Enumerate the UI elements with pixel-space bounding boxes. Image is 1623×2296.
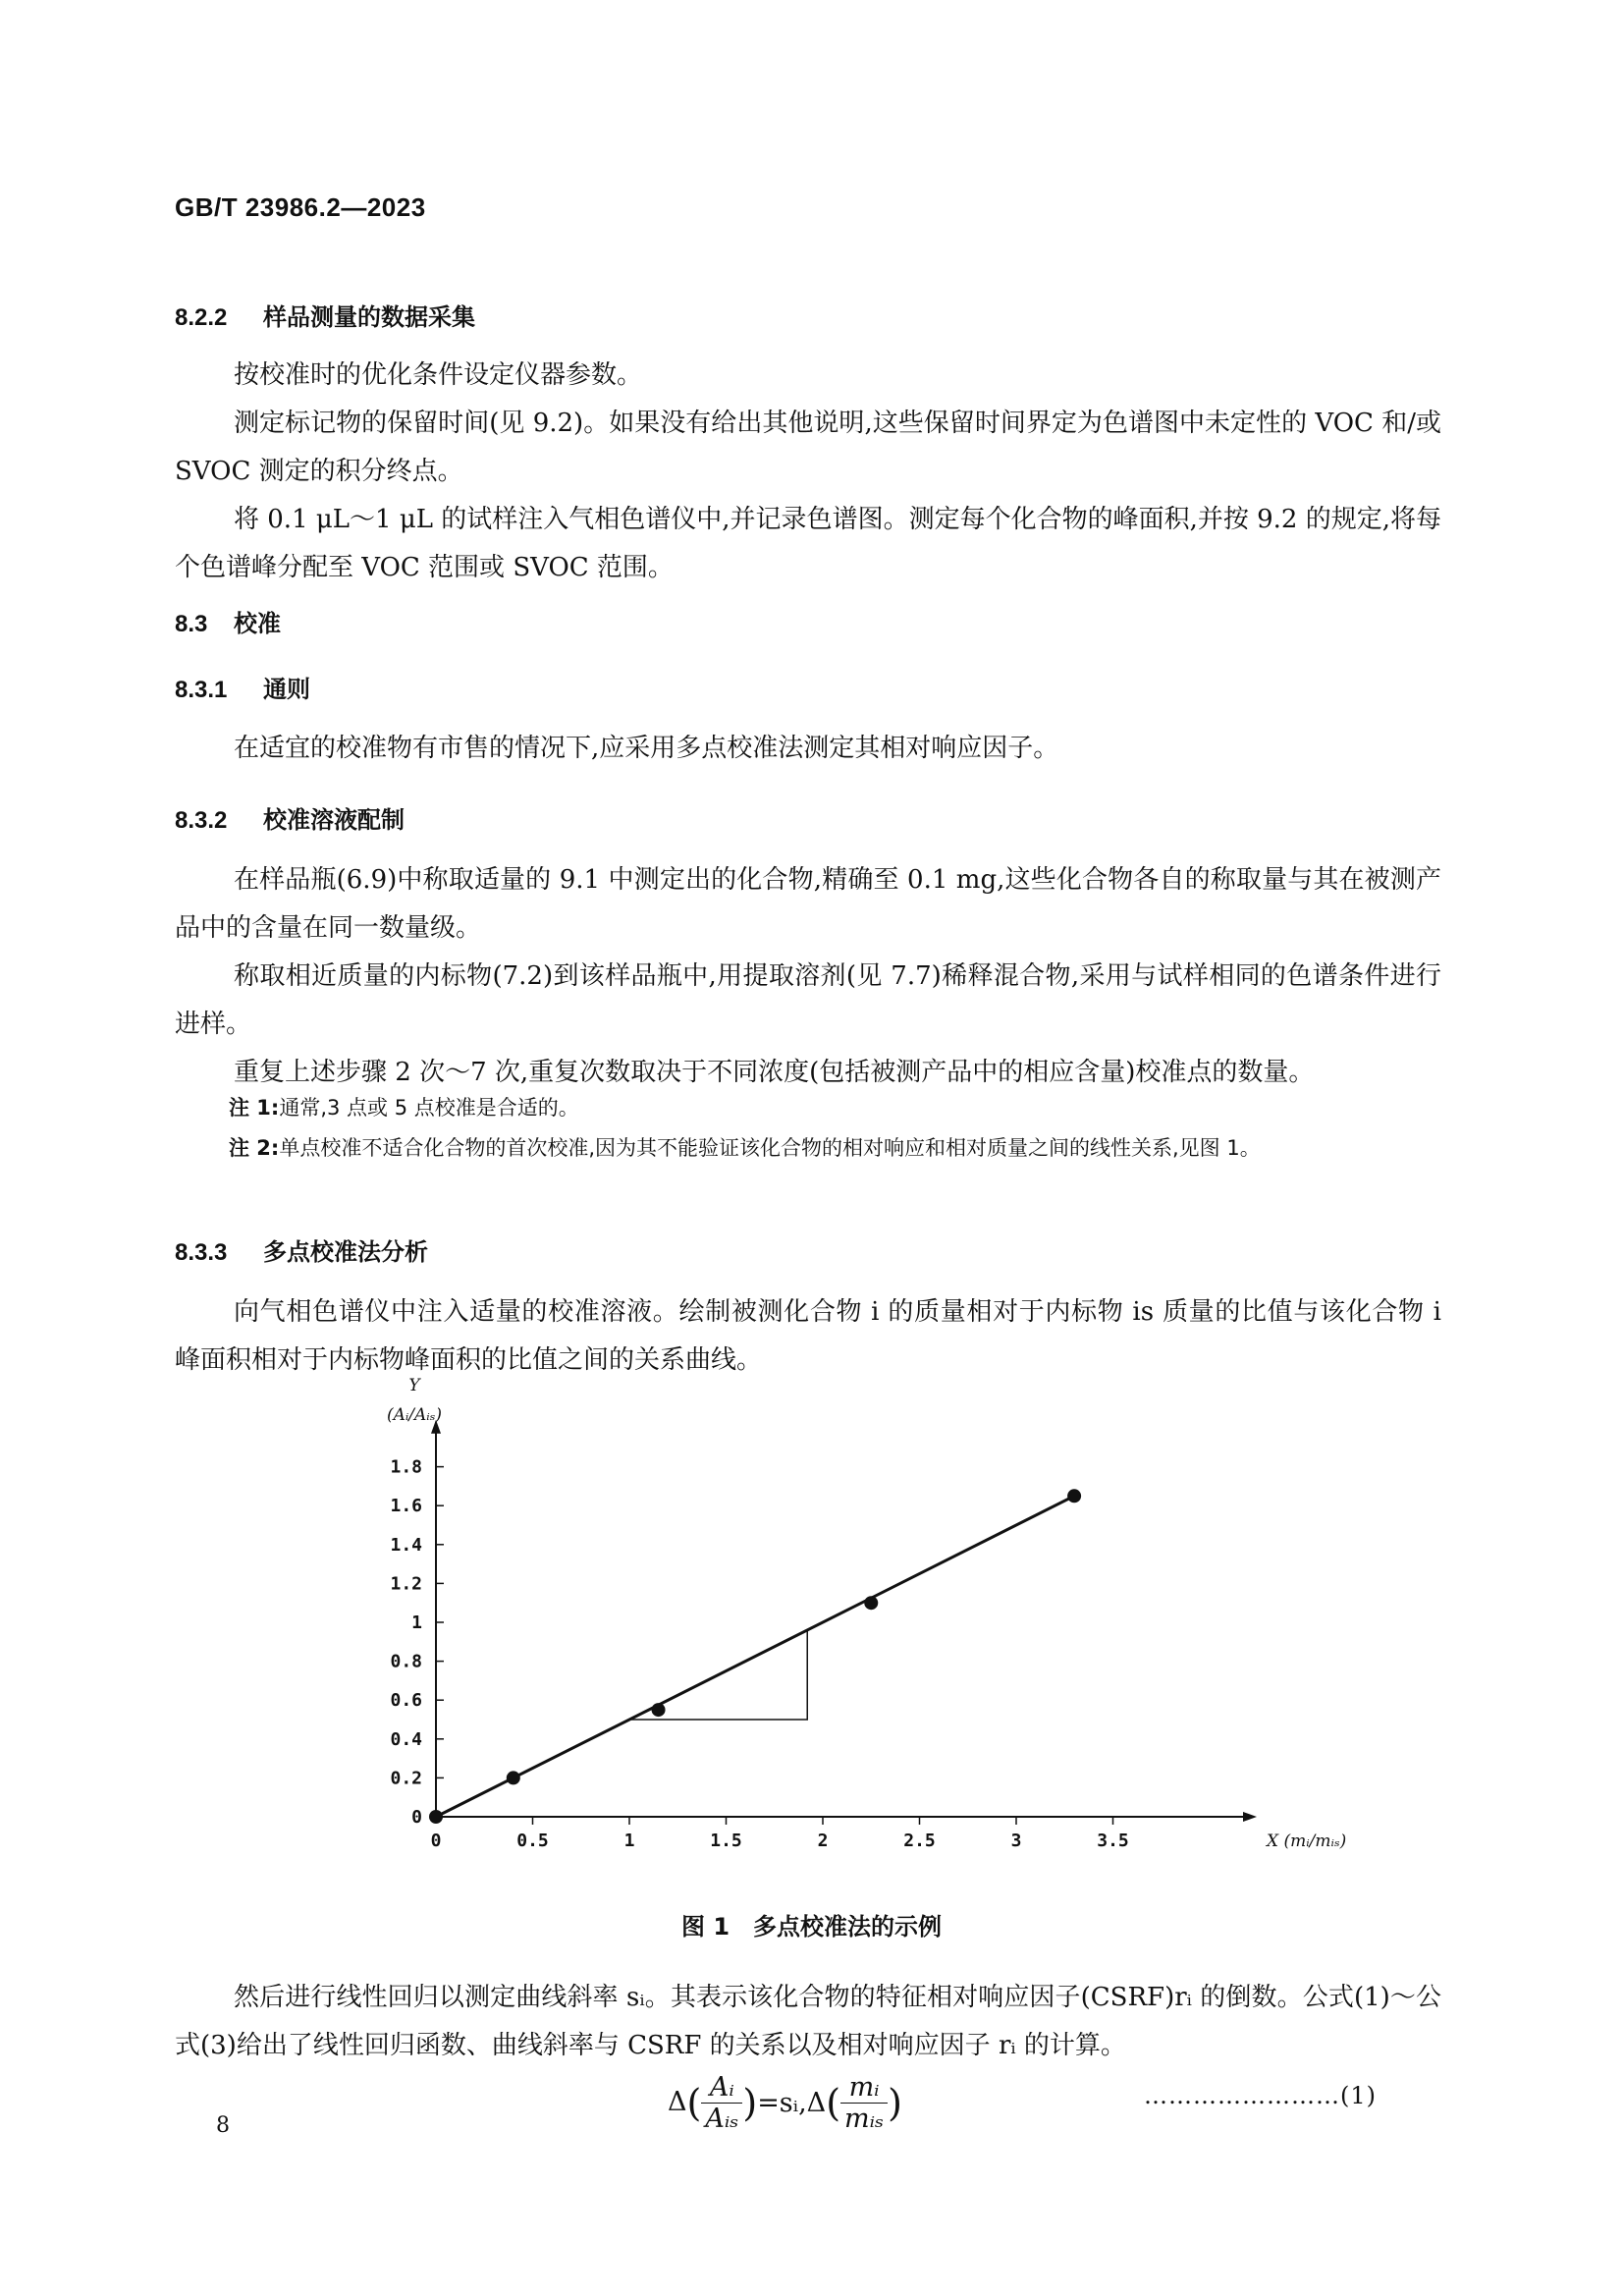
paragraph: 在样品瓶(6.9)中称取适量的 9.1 中测定出的化合物,精确至 0.1 mg,这些化合物各自的称取量与其在被测产品中的含量在同一数量级。 bbox=[175, 865, 1441, 943]
y-tick-label: 0.4 bbox=[390, 1728, 422, 1750]
x-tick-label: 0 bbox=[430, 1831, 442, 1851]
section-heading-8-2-2 bbox=[175, 298, 475, 332]
y-tick-label: 0.8 bbox=[390, 1651, 422, 1672]
formula-delta: Δ bbox=[668, 2087, 687, 2117]
section-heading-8-3-3 bbox=[175, 1232, 428, 1267]
y-tick-label: 1.2 bbox=[390, 1573, 422, 1595]
x-tick-label: 2.5 bbox=[903, 1831, 936, 1851]
data-point bbox=[507, 1771, 520, 1784]
section-title: 多点校准法分析 bbox=[263, 1238, 428, 1266]
section-heading-8-3-1 bbox=[175, 670, 310, 704]
x-axis-label: X (mᵢ/mᵢₛ) bbox=[1267, 1831, 1347, 1851]
paragraph: 在适宜的校准物有市售的情况下,应采用多点校准法测定其相对响应因子。 bbox=[234, 734, 1059, 763]
x-tick-label: 1.5 bbox=[710, 1831, 742, 1851]
note-2 bbox=[229, 1128, 1498, 1168]
formula-middle: =sᵢ,Δ bbox=[757, 2088, 827, 2118]
formula-number: ……………………(1) bbox=[1144, 2082, 1377, 2109]
section-title: 校准溶液配制 bbox=[263, 806, 405, 834]
data-point bbox=[652, 1703, 666, 1717]
data-point bbox=[429, 1810, 443, 1824]
formula-1: Δ( $\frac{\text{Aᵢ}}{\text{Aᵢₛ}}$ )=sᵢ,Δ( $\frac{\text{mᵢ}}{\text{mᵢₛ}}$ ) bbox=[668, 2072, 902, 2134]
x-tick-label: 0.5 bbox=[516, 1831, 549, 1851]
denominator: Aᵢₛ bbox=[705, 2104, 739, 2134]
section-heading-8-3 bbox=[175, 604, 281, 638]
section-title: 样品测量的数据采集 bbox=[263, 303, 475, 331]
section-number: 8.3.1 bbox=[175, 677, 228, 703]
section-number: 8.3.2 bbox=[175, 807, 228, 834]
x-axis-arrow bbox=[1243, 1812, 1257, 1822]
note-1 bbox=[229, 1088, 1441, 1127]
x-tick-label: 1 bbox=[623, 1831, 635, 1851]
y-tick-label: 0.2 bbox=[390, 1768, 422, 1789]
section-number: 8.2.2 bbox=[175, 304, 228, 331]
x-tick-label: 3.5 bbox=[1097, 1831, 1129, 1851]
calibration-chart bbox=[373, 1375, 1347, 1866]
section-number: 8.3 bbox=[175, 611, 208, 637]
fraction-area-ratio bbox=[701, 2072, 742, 2134]
y-axis-label: Y bbox=[408, 1375, 420, 1395]
numerator: Aᵢ bbox=[701, 2072, 742, 2104]
paragraph: 将 0.1 μL～1 μL 的试样注入气相色谱仪中,并记录色谱图。测定每个化合物的峰面积,并按 9.2 的规定,将每个色谱峰分配至 VOC 范围或 SVOC 范围。 bbox=[175, 505, 1441, 582]
data-point bbox=[864, 1596, 878, 1610]
page-number: 8 bbox=[216, 2113, 230, 2138]
section-number: 8.3.3 bbox=[175, 1239, 228, 1266]
fraction-mass-ratio bbox=[840, 2072, 888, 2134]
y-tick-label: 0 bbox=[411, 1807, 422, 1828]
paragraph: 测定标记物的保留时间(见 9.2)。如果没有给出其他说明,这些保留时间界定为色谱图中未定性的 VOC 和/或 SVOC 测定的积分终点。 bbox=[175, 409, 1441, 486]
numerator: mᵢ bbox=[840, 2072, 888, 2104]
y-tick-label: 0.6 bbox=[390, 1690, 422, 1712]
regression-line bbox=[436, 1496, 1074, 1817]
note-text: 通常,3 点或 5 点校准是合适的。 bbox=[279, 1096, 579, 1120]
paragraph: 向气相色谱仪中注入适量的校准溶液。绘制被测化合物 i 的质量相对于内标物 is 质量的比值与该化合物 i 峰面积相对于内标物峰面积的比值之间的关系曲线。 bbox=[175, 1297, 1441, 1375]
y-tick-label: 1 bbox=[411, 1613, 422, 1633]
paragraph: 然后进行线性回归以测定曲线斜率 sᵢ。其表示该化合物的特征相对响应因子(CSRF)rᵢ 的倒数。公式(1)～公式(3)给出了线性回归函数、曲线斜率与 CSRF 的关系以及相对响应因子 rᵢ 的计算。 bbox=[175, 1983, 1441, 2060]
note-label: 注 2: bbox=[229, 1136, 280, 1160]
x-tick-label: 3 bbox=[1010, 1831, 1022, 1851]
paragraph: 重复上述步骤 2 次～7 次,重复次数取决于不同浓度(包括被测产品中的相应含量)校准点的数量。 bbox=[234, 1058, 1315, 1087]
note-label: 注 1: bbox=[229, 1096, 280, 1120]
denominator: mᵢₛ bbox=[844, 2104, 885, 2134]
y-tick-label: 1.6 bbox=[390, 1496, 422, 1517]
y-tick-label: 1.8 bbox=[390, 1456, 422, 1478]
y-tick-label: 1.4 bbox=[390, 1534, 422, 1556]
y-axis-unit: (Aᵢ/Aᵢₛ) bbox=[386, 1404, 443, 1425]
chart-plot-area bbox=[387, 1376, 1346, 1851]
section-heading-8-3-2 bbox=[175, 800, 405, 835]
section-title: 通则 bbox=[263, 676, 310, 703]
paragraph: 按校准时的优化条件设定仪器参数。 bbox=[234, 360, 643, 390]
data-point bbox=[1067, 1489, 1081, 1503]
section-title: 校准 bbox=[234, 610, 281, 637]
paragraph: 称取相近质量的内标物(7.2)到该样品瓶中,用提取溶剂(见 7.7)稀释混合物,采用与试样相同的色谱条件进行进样。 bbox=[175, 961, 1441, 1039]
note-text: 单点校准不适合化合物的首次校准,因为其不能验证该化合物的相对响应和相对质量之间的线性关系,见图 1。 bbox=[279, 1136, 1261, 1160]
standard-id: GB/T 23986.2—2023 bbox=[175, 192, 426, 222]
figure-caption: 图 1 多点校准法的示例 bbox=[680, 1913, 943, 1941]
x-tick-label: 2 bbox=[817, 1831, 829, 1851]
